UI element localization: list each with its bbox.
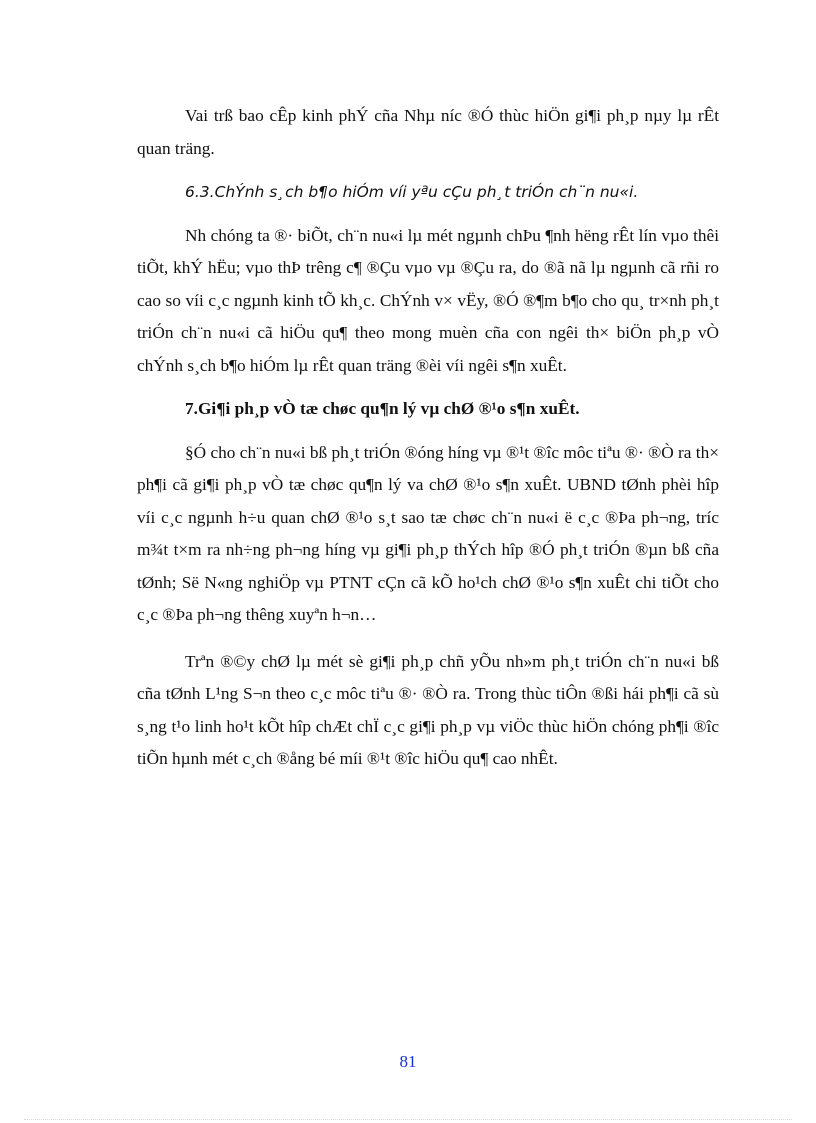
paragraph-funding: Vai trß bao cÊp kinh phÝ cña Nhµ níc ®Ó thùc hiÖn gi¶i ph¸p nµy lµ rÊt quan träng. [137, 106, 719, 158]
paragraph-conclusion: Trªn ®©y chØ lµ mét sè gi¶i ph¸p chñ yÕu nh»m ph¸t triÓn ch¨n nu«i bß cña tØnh L¹ng S¬n theo c¸c môc tiªu ®· ®Ò ra. Trong thùc tiÔn ®ßi hái ph¶i cã sù s¸ng t¹o linh ho¹t kÕt hîp chÆt chÏ c¸c gi¶i ph¸p vµ viÖc thùc hiÖn chóng ph¶i ®îc tiÕn hµnh mét c¸ch ®ång bé míi ®¹t ®îc hiÖu qu¶ cao nhÊt. [137, 651, 719, 768]
section-heading-7: 7.Gi¶i ph¸p vÒ tæ chøc qu¶n lý vµ chØ ®¹o s¶n xuÊt. [185, 399, 580, 418]
paragraph-management: §Ó cho ch¨n nu«i bß ph¸t triÓn ®óng híng vµ ®¹t ®îc môc tiªu ®· ®Ò ra th× ph¶i cã gi¶i ph¸p vÒ tæ chøc qu¶n lý va chØ ®¹o s¶n xuÊt. UBND tØnh phèi hîp víi c¸c ngµnh h÷u quan chØ ®¹o s¸t sao tæ chøc ch¨n nu«i ë c¸c ®Þa ph¬ng, tríc m¾t t×m ra nh÷ng ph¬ng híng vµ gi¶i ph¸p thÝch hîp ®Ó ph¸t triÓn ®µn bß cña tØnh; Së N«ng nghiÖp vµ PTNT cÇn cã kÕ ho¹ch chØ ®¹o s¶n xuÊt chi tiÕt cho c¸c ®Þa ph¬ng thêng xuyªn h¬n… [137, 442, 719, 624]
body-text [137, 100, 719, 776]
page-number: 81 [399, 1052, 417, 1071]
paragraph-insurance: Nh chóng ta ®· biÕt, ch¨n nu«i lµ mét ngµnh chÞu ¶nh hëng rÊt lín vµo thêi tiÕt, khÝ hËu; vµo thÞ trêng c¶ ®Çu vµo vµ ®Çu ra, do ®ã nã lµ ngµnh cã rñi ro cao so víi c¸c ngµnh kinh tÕ kh¸c. ChÝnh v× vËy, ®Ó ®¶m b¶o cho qu¸ tr×nh ph¸t triÓn ch¨n nu«i cã hiÖu qu¶ theo mong muèn cña con ngêi th× biÖn ph¸p vÒ chÝnh s¸ch b¶o hiÓm lµ rÊt quan träng ®èi víi ngêi s¶n xuÊt. [137, 225, 719, 375]
section-heading-6-3: 6.3.ChÝnh s¸ch b¶o hiÓm víi yªu cÇu ph¸t triÓn ch¨n nu«i. [185, 183, 639, 201]
page-bottom-divider [24, 1119, 792, 1120]
